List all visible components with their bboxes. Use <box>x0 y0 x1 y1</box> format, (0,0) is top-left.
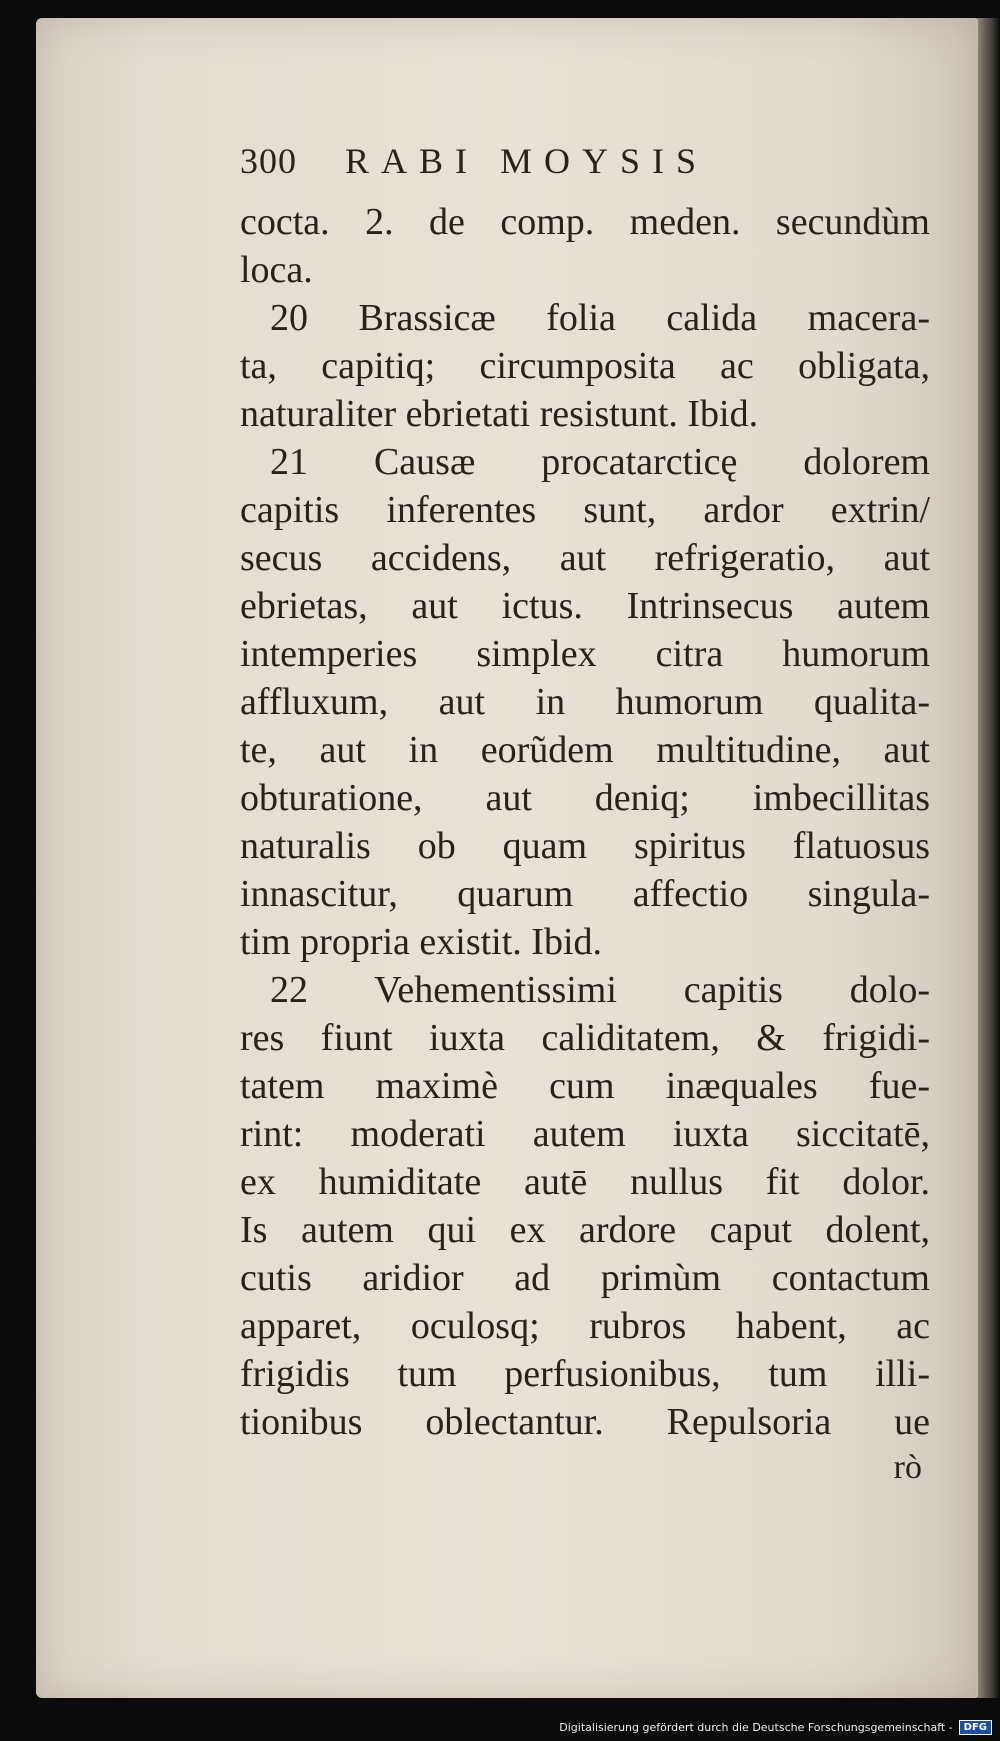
text-line: ebrietas, aut ictus. Intrinsecus autem <box>240 585 930 627</box>
text-line: intemperies simplex citra humorum <box>240 633 930 675</box>
digitization-footer <box>559 1720 992 1735</box>
running-title: RABI MOYSIS <box>345 141 709 181</box>
text-line: cutis aridior ad primùm contactum <box>240 1257 930 1299</box>
running-header <box>240 140 930 198</box>
text-line: innascitur, quarum affectio singula- <box>240 873 930 915</box>
text-line: apparet, oculosq; rubros habent, ac <box>240 1305 930 1347</box>
text-line: rint: moderati autem iuxta siccitatē, <box>240 1113 930 1155</box>
text-block <box>240 140 930 1490</box>
text-line: res fiunt iuxta caliditatem, & frigidi- <box>240 1017 930 1059</box>
text-line: affluxum, aut in humorum qualita- <box>240 681 930 723</box>
text-line: naturalis ob quam spiritus flatuosus <box>240 825 930 867</box>
text-line: capitis inferentes sunt, ardor extrin/ <box>240 489 930 531</box>
catchword: rò <box>893 1449 922 1486</box>
text-line: loca. <box>240 249 313 291</box>
text-line: naturaliter ebrietati resistunt. Ibid. <box>240 393 759 435</box>
page-number: 300 <box>240 141 297 181</box>
text-line: obturatione, aut deniq; imbecillitas <box>240 777 930 819</box>
footer-credit: Digitalisierung gefördert durch die Deutsche Forschungsgemeinschaft - <box>559 1721 953 1734</box>
text-line: te, aut in eorũdem multitudine, aut <box>240 729 930 771</box>
text-line: tionibus oblectantur. Repulsoria ue <box>240 1401 930 1443</box>
text-line: 20 Brassicæ folia calida macera- <box>270 297 930 339</box>
text-line: 21 Causæ procatarcticę dolorem <box>270 441 930 483</box>
text-line: 22 Vehementissimi capitis dolo- <box>270 969 930 1011</box>
text-line: secus accidens, aut refrigeratio, aut <box>240 537 930 579</box>
text-line: ex humiditate autē nullus fit dolor. <box>240 1161 930 1203</box>
page-gutter <box>978 18 1000 1698</box>
text-line: ta, capitiq; circumposita ac obligata, <box>240 345 930 387</box>
dfg-logo-icon: DFG <box>959 1720 992 1735</box>
text-line: tatem maximè cum inæquales fue- <box>240 1065 930 1107</box>
text-line: cocta. 2. de comp. meden. secundùm <box>240 201 930 243</box>
text-line: frigidis tum perfusionibus, tum illi- <box>240 1353 930 1395</box>
text-line: Is autem qui ex ardore caput dolent, <box>240 1209 930 1251</box>
text-line: tim propria existit. Ibid. <box>240 921 603 963</box>
